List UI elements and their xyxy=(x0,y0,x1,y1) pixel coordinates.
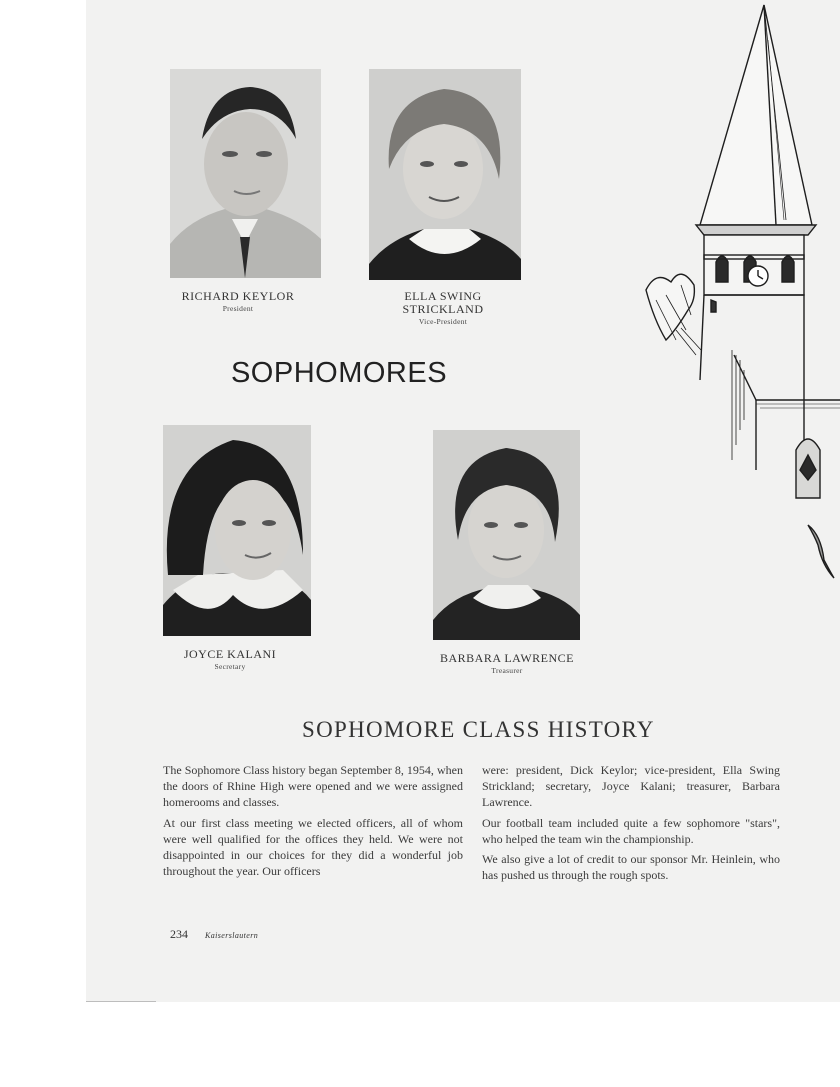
officer-name: JOYCE KALANI xyxy=(183,647,277,661)
history-paragraph: Our football team included quite a few sophomore "stars", who helped the team win the championship. xyxy=(482,815,780,846)
caption-ella-swing-strickland xyxy=(378,290,508,327)
officer-name: BARBARA LAWRENCE xyxy=(439,651,575,665)
officer-name: RICHARD KEYLOR xyxy=(181,289,295,303)
history-paragraph: were: president, Dick Keylor; vice-president, Ella Swing Strickland; secretary, Joyce Kalani; treasurer, Barbara Lawrence. xyxy=(482,763,780,810)
history-heading: SOPHOMORE CLASS HISTORY xyxy=(302,717,655,742)
history-paragraph: The Sophomore Class history began September 8, 1954, when the doors of Rhine High were opened and we were assigned homerooms and classes. xyxy=(163,763,463,810)
officer-role: Vice-President xyxy=(418,317,468,326)
church-steeple-illustration xyxy=(636,0,840,600)
photo-joyce-kalani xyxy=(163,425,311,636)
portrait-female-2 xyxy=(163,425,311,636)
caption-joyce-kalani xyxy=(172,648,288,672)
caption-barbara-lawrence xyxy=(432,652,582,676)
photo-barbara-lawrence xyxy=(433,430,580,640)
page-edge xyxy=(86,1001,156,1002)
history-paragraph: At our first class meeting we elected officers, all of whom were well qualified for the offices they held. We were not disappointed in our choices for they did a wonderful job throughout the year. Our officers xyxy=(163,815,463,879)
publication-name: Kaiserslautern xyxy=(205,931,259,940)
page-number: 234 xyxy=(170,927,188,941)
officer-name-line1: ELLA SWING xyxy=(404,289,482,303)
portrait-male-1 xyxy=(170,69,321,278)
history-column-left xyxy=(163,762,463,883)
portrait-female-3 xyxy=(433,430,580,640)
caption-richard-keylor xyxy=(168,290,308,314)
page-folio xyxy=(170,927,258,942)
photo-richard-keylor xyxy=(170,69,321,278)
history-column-right xyxy=(482,762,780,887)
portrait-female-1 xyxy=(369,69,521,280)
officer-role: President xyxy=(222,304,254,313)
photo-ella-swing-strickland xyxy=(369,69,521,280)
history-paragraph: We also give a lot of credit to our sponsor Mr. Heinlein, who has pushed us through the rough spots. xyxy=(482,852,780,883)
officer-name-line2: STRICKLAND xyxy=(402,302,484,316)
officer-role: Treasurer xyxy=(491,666,523,675)
officer-role: Secretary xyxy=(214,662,246,671)
section-title-text: SOPHOMORES xyxy=(230,357,448,389)
